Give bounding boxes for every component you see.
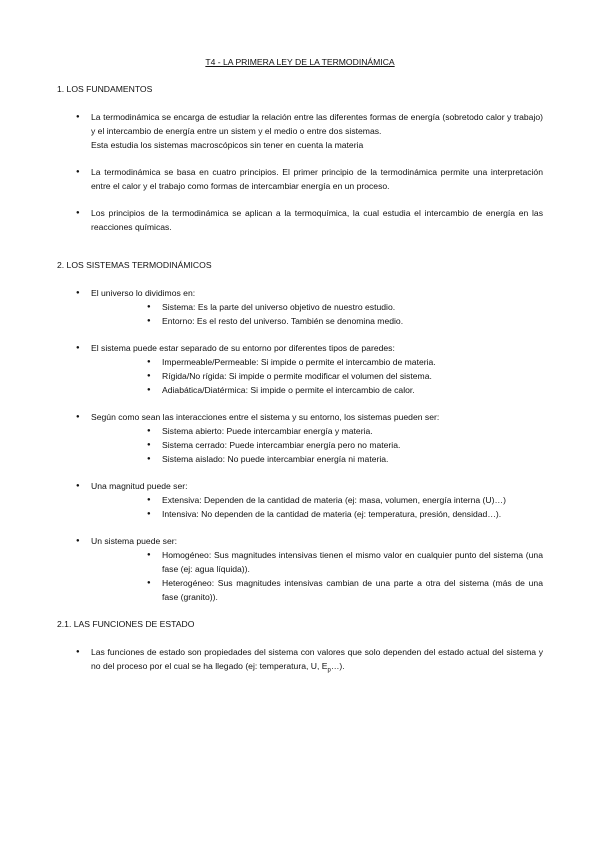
item-text: Una magnitud puede ser:: [91, 481, 188, 491]
sub-list-item: ● Adiabática/Diatérmica: Si impide o permite el intercambio de calor.: [91, 383, 543, 397]
list-item: [57, 479, 543, 521]
section-heading-fundamentos: 1. LOS FUNDAMENTOS: [57, 84, 153, 94]
item-text: …).: [330, 661, 345, 671]
list-item: [57, 341, 543, 397]
list-item: [57, 286, 543, 328]
list-item: ● La termodinámica se basa en cuatro principios. El primer principio de la termodinámica permite una interpretación entre el calor y el trabajo como formas de intercambiar energía en un proceso.: [57, 165, 543, 193]
item-text: La termodinámica se encarga de estudiar la relación entre las diferentes formas de energía (sobretodo calor y trabajo) y el intercambio de energía entre un sistem y el medio o entre dos sistemas.: [91, 112, 543, 136]
section-heading-sistemas: 2. LOS SISTEMAS TERMODINÁMICOS: [57, 260, 212, 270]
section-heading-funciones-estado: 2.1. LAS FUNCIONES DE ESTADO: [57, 619, 195, 629]
item-text: Esta estudia los sistemas macroscópicos sin tener en cuenta la materia: [91, 140, 364, 150]
sub-list-item: ● Sistema abierto: Puede intercambiar energía y materia.: [91, 424, 543, 438]
sub-list-item: ● Homogéneo: Sus magnitudes intensivas tienen el mismo valor en cualquier punto del sistema (una fase (ej: agua líquida)).: [91, 548, 543, 576]
sistemas-list: [57, 286, 543, 604]
sub-list-item: ● Extensiva: Dependen de la cantidad de materia (ej: masa, volumen, energía interna (U)…): [91, 493, 543, 507]
sub-list-item: ● Impermeable/Permeable: Si impide o permite el intercambio de materia.: [91, 355, 543, 369]
document-title: T4 - LA PRIMERA LEY DE LA TERMODINÁMICA: [205, 57, 395, 67]
subscript: p: [327, 667, 331, 674]
item-text: El universo lo dividimos en:: [91, 288, 196, 298]
list-item: [57, 534, 543, 604]
list-item: ● Los principios de la termodinámica se aplican a la termoquímica, la cual estudia el intercambio de energía en las reacciones químicas.: [57, 206, 543, 234]
list-item: [57, 110, 543, 152]
item-text: El sistema puede estar separado de su entorno por diferentes tipos de paredes:: [91, 343, 395, 353]
item-text: Según como sean las interacciones entre el sistema y su entorno, los sistemas pueden ser:: [91, 412, 440, 422]
sub-list-item: ● Sistema aislado: No puede intercambiar energía ni materia.: [91, 452, 543, 466]
sub-list-item: ● Sistema: Es la parte del universo objetivo de nuestro estudio.: [91, 300, 543, 314]
item-text: Un sistema puede ser:: [91, 536, 177, 546]
item-text: Las funciones de estado son propiedades del sistema con valores que solo dependen del estado actual del sistema y no del proceso por el cual se ha llegado (ej: temperatura, U, E: [91, 647, 543, 671]
fundamentos-list: [57, 110, 543, 234]
sub-list-item: ● Entorno: Es el resto del universo. También se denomina medio.: [91, 314, 543, 328]
sub-list-item: ● Sistema cerrado: Puede intercambiar energía pero no materia.: [91, 438, 543, 452]
sub-list-item: ● Intensiva: No dependen de la cantidad de materia (ej: temperatura, presión, densidad…).: [91, 507, 543, 521]
list-item: [57, 645, 543, 673]
list-item: [57, 410, 543, 466]
sub-list-item: ● Heterogéneo: Sus magnitudes intensivas cambian de una parte a otra del sistema (más de una fase (granito)).: [91, 576, 543, 604]
sub-list-item: ● Rígida/No rígida: Si impide o permite modificar el volumen del sistema.: [91, 369, 543, 383]
document-page: [57, 55, 543, 673]
funciones-list: [57, 645, 543, 673]
